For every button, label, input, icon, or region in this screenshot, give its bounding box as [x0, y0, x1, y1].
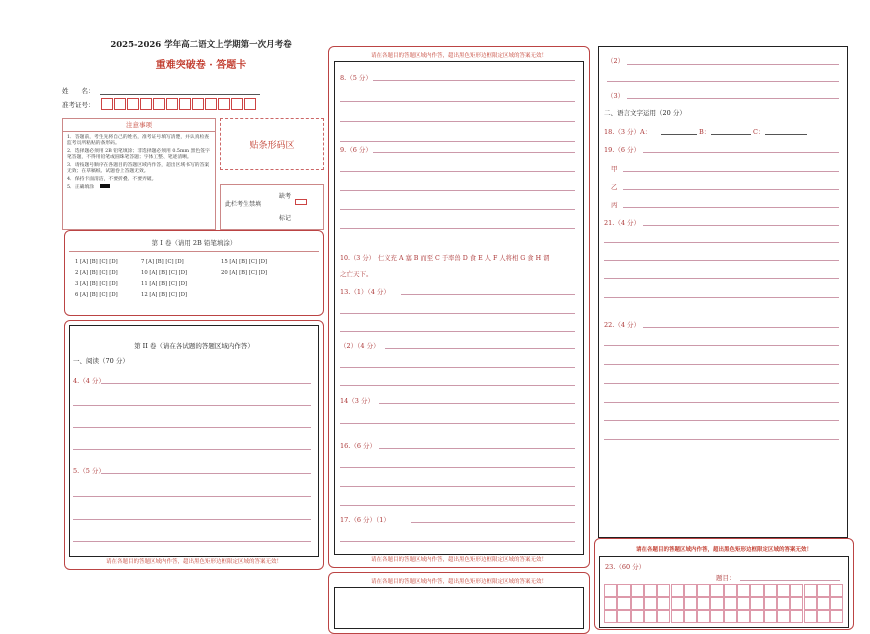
question-4-label: 4.（4 分）: [73, 377, 105, 385]
section2-title: 第 II 卷（请在各试题的答题区域内作答）: [134, 342, 254, 350]
grid-cell[interactable]: [684, 597, 697, 610]
absent-note: 此栏考生禁填: [225, 201, 262, 208]
answer-line[interactable]: [373, 152, 575, 153]
grid-cell[interactable]: [804, 610, 817, 623]
grid-cell[interactable]: [710, 610, 723, 623]
answer-line[interactable]: [340, 385, 575, 386]
mc-row[interactable]: 6 [A] [B] [C] [D]: [75, 292, 118, 298]
question-8-label: 8.（5 分）: [340, 74, 372, 82]
question-5-label: 5.（5 分）: [73, 467, 105, 475]
grid-cell[interactable]: [697, 584, 710, 597]
essay-writing-grid[interactable]: [604, 584, 844, 624]
question-18-label: 18.（3 分）A：: [604, 128, 652, 136]
boundary-warning: 请在各题目的答题区域内作答，超出黑色矩形边框限定区域的答案无效！: [370, 557, 547, 563]
exam-title: 2025-2026 学年高二语文上学期第一次月考卷: [110, 40, 292, 50]
question-16-label: 16.（6 分）: [340, 442, 377, 450]
grid-cell[interactable]: [644, 584, 657, 597]
answer-line[interactable]: [340, 190, 575, 191]
answer-line[interactable]: [643, 327, 839, 328]
language-heading: 二、语言文字运用（20 分）: [604, 109, 686, 117]
grid-cell[interactable]: [830, 610, 843, 623]
middle-frame: [334, 61, 584, 555]
grid-cell[interactable]: [684, 584, 697, 597]
grid-cell[interactable]: [830, 597, 843, 610]
question-10-text: 10.（3 分） 仁义充 A 塞 B 而至 C 于率兽 D 食 E 人 F 人将相 G 食 H 谓: [340, 255, 550, 262]
answer-line[interactable]: [73, 519, 311, 520]
mc-row[interactable]: 20 [A] [B] [C] [D]: [221, 270, 268, 276]
grid-cell[interactable]: [817, 597, 830, 610]
next-frame: [334, 587, 584, 629]
notice-item: 4．保持卡面清洁，不要折叠、不要弄破。: [67, 176, 157, 182]
absent-mark-box[interactable]: [295, 199, 307, 205]
answer-line[interactable]: [607, 81, 839, 82]
absent-label: 缺考: [279, 193, 292, 200]
answer-line[interactable]: [340, 505, 575, 506]
answer-line[interactable]: [340, 313, 575, 314]
absent-box: [220, 184, 324, 230]
answer-line[interactable]: [623, 189, 839, 190]
answer-line[interactable]: [604, 420, 839, 421]
answer-line[interactable]: [340, 541, 575, 542]
boundary-warning: 请在各题目的答题区域内作答，超出黑色矩形边框限定区域的答案无效！: [105, 559, 282, 565]
grid-cell[interactable]: [764, 597, 777, 610]
grid-cell[interactable]: [697, 597, 710, 610]
answer-line[interactable]: [73, 405, 311, 406]
answer-line[interactable]: [379, 448, 575, 449]
grid-cell[interactable]: [671, 597, 684, 610]
id-number-field[interactable]: [101, 98, 261, 110]
answer-line[interactable]: [604, 383, 839, 384]
grid-cell[interactable]: [617, 597, 630, 610]
grid-cell[interactable]: [777, 610, 790, 623]
notice-item: 3．请按题号顺序在各题目的答题区域内作答，超出区域书写的答案无效；在草稿纸、试题卷上答题无效。: [67, 162, 210, 175]
answer-line[interactable]: [340, 331, 575, 332]
question-18-c-label: C：: [753, 128, 765, 136]
id-label: 准考证号：: [62, 101, 95, 109]
question-9-label: 9.（6 分）: [340, 146, 372, 154]
grid-cell[interactable]: [697, 610, 710, 623]
grid-cell[interactable]: [671, 610, 684, 623]
answer-line[interactable]: [643, 225, 839, 226]
mc-row[interactable]: 7 [A] [B] [C] [D]: [141, 259, 184, 265]
answer-line[interactable]: [340, 228, 575, 229]
answer-c-field[interactable]: [765, 134, 807, 135]
grid-cell[interactable]: [631, 610, 644, 623]
mc-row[interactable]: 2 [A] [B] [C] [D]: [75, 270, 118, 276]
grid-cell[interactable]: [804, 584, 817, 597]
bing-label: 丙: [611, 201, 618, 209]
question-23-label: 23.（60 分）: [605, 563, 646, 571]
grid-cell[interactable]: [604, 597, 617, 610]
part-2-label: （2）: [607, 57, 625, 65]
question-13-1-label: 13.（1）（4 分）: [340, 288, 390, 296]
answer-sheet-subtitle: 重难突破卷 · 答题卡: [155, 60, 247, 71]
answer-line[interactable]: [340, 486, 575, 487]
answer-line[interactable]: [604, 260, 839, 261]
essay-box: [594, 538, 854, 630]
answer-b-field[interactable]: [711, 134, 751, 135]
question-18-b-label: B：: [699, 128, 711, 136]
notice-item: 1．答题前，考生先将自己的姓名，准考证号填写清楚，并认真检查监考员所粘贴的条形码。: [67, 135, 210, 147]
grid-cell[interactable]: [830, 584, 843, 597]
answer-line[interactable]: [101, 473, 311, 474]
answer-line[interactable]: [340, 423, 575, 424]
grid-cell[interactable]: [790, 597, 803, 610]
answer-line[interactable]: [623, 171, 839, 172]
absent-mark-label: 标记: [279, 215, 292, 222]
notice-title: 注意事项: [63, 119, 215, 132]
answer-line[interactable]: [411, 522, 575, 523]
grid-cell[interactable]: [737, 584, 750, 597]
boundary-warning: 请在各题目的答题区域内作答，超出黑色矩形边框限定区域的答案无效！: [370, 53, 547, 59]
mc-row[interactable]: 11 [A] [B] [C] [D]: [141, 281, 188, 287]
grid-cell[interactable]: [764, 584, 777, 597]
grid-cell[interactable]: [671, 584, 684, 597]
next-answer-box: [328, 572, 590, 634]
answer-line[interactable]: [604, 402, 839, 403]
notice-item: 2．选择题必须用 2B 铅笔填涂；非选择题必须用 0.5mm 黑色签字笔答题，不得用铅笔或圆珠笔答题；字体工整、笔迹清晰。: [67, 148, 210, 161]
mc-row[interactable]: 10 [A] [B] [C] [D]: [141, 270, 188, 276]
question-21-label: 21.（4 分）: [604, 219, 641, 227]
grid-cell[interactable]: [617, 584, 630, 597]
question-13-2-label: （2）（4 分）: [340, 342, 380, 350]
grid-cell[interactable]: [790, 584, 803, 597]
essay-topic-field[interactable]: [740, 580, 840, 581]
notice-item: 5．正确填涂: [67, 184, 211, 191]
grid-cell[interactable]: [604, 610, 617, 623]
question-10-text-cont: 之亡天下。: [340, 270, 373, 278]
mc-row[interactable]: 3 [A] [B] [C] [D]: [75, 281, 118, 287]
answer-line[interactable]: [643, 152, 839, 153]
notice-box: [62, 118, 216, 230]
section1-title: 第 I 卷（请用 2B 铅笔填涂）: [151, 239, 237, 247]
grid-cell[interactable]: [710, 597, 723, 610]
answer-line[interactable]: [385, 348, 575, 349]
answer-line[interactable]: [340, 101, 575, 102]
answer-line[interactable]: [623, 207, 839, 208]
yi-label: 乙: [611, 183, 618, 191]
answer-line[interactable]: [340, 209, 575, 210]
name-label: 姓 名：: [62, 87, 95, 95]
answer-line[interactable]: [627, 98, 839, 99]
grid-cell[interactable]: [817, 610, 830, 623]
answer-line[interactable]: [604, 345, 839, 346]
grid-cell[interactable]: [657, 597, 670, 610]
boundary-warning: 请在各题目的答题区域内作答，超出黑色矩形边框限定区域的答案无效！: [635, 547, 812, 553]
grid-cell[interactable]: [604, 584, 617, 597]
answer-line[interactable]: [73, 496, 311, 497]
answer-line[interactable]: [604, 297, 839, 298]
answer-line[interactable]: [340, 467, 575, 468]
grid-cell[interactable]: [657, 610, 670, 623]
question-14-label: 14（3 分）: [340, 397, 374, 405]
grid-cell[interactable]: [790, 610, 803, 623]
mc-row[interactable]: 12 [A] [B] [C] [D]: [141, 292, 188, 298]
answer-line[interactable]: [73, 449, 311, 450]
grid-cell[interactable]: [817, 584, 830, 597]
grid-cell[interactable]: [764, 610, 777, 623]
grid-cell[interactable]: [750, 610, 763, 623]
grid-cell[interactable]: [710, 584, 723, 597]
grid-cell[interactable]: [777, 597, 790, 610]
grid-cell[interactable]: [631, 584, 644, 597]
part-3-label: （3）: [607, 92, 625, 100]
grid-cell[interactable]: [724, 597, 737, 610]
barcode-area: [220, 118, 324, 170]
answer-line[interactable]: [379, 403, 575, 404]
grid-cell[interactable]: [684, 610, 697, 623]
grid-cell[interactable]: [724, 584, 737, 597]
essay-topic-label: 题目：: [716, 574, 736, 582]
answer-line[interactable]: [604, 278, 839, 279]
filled-mark-sample: [100, 184, 110, 188]
answer-line[interactable]: [373, 80, 575, 81]
answer-line[interactable]: [340, 121, 575, 122]
reading-heading: 一、阅读（70 分）: [73, 357, 129, 365]
grid-cell[interactable]: [644, 597, 657, 610]
answer-line[interactable]: [73, 427, 311, 428]
grid-cell[interactable]: [750, 584, 763, 597]
answer-a-field[interactable]: [661, 134, 697, 135]
name-field[interactable]: [100, 94, 260, 95]
grid-cell[interactable]: [804, 597, 817, 610]
answer-line[interactable]: [401, 294, 575, 295]
middle-answer-box: [328, 46, 590, 568]
grid-cell[interactable]: [750, 597, 763, 610]
answer-line[interactable]: [340, 367, 575, 368]
grid-cell[interactable]: [777, 584, 790, 597]
grid-cell[interactable]: [657, 584, 670, 597]
barcode-label: 贴条形码区: [249, 140, 295, 151]
question-19-label: 19.（6 分）: [604, 146, 641, 154]
question-17-label: 17.（6 分）（1）: [340, 516, 390, 524]
section2-box: [64, 320, 324, 570]
answer-line[interactable]: [627, 64, 839, 65]
answer-line[interactable]: [604, 364, 839, 365]
essay-frame: [599, 556, 849, 628]
grid-cell[interactable]: [631, 597, 644, 610]
right-frame: [598, 46, 848, 538]
mc-row[interactable]: 15 [A] [B] [C] [D]: [221, 259, 268, 265]
answer-line[interactable]: [340, 141, 575, 142]
grid-cell[interactable]: [724, 610, 737, 623]
mc-row[interactable]: 1 [A] [B] [C] [D]: [75, 259, 118, 265]
boundary-warning: 请在各题目的答题区域内作答，超出黑色矩形边框限定区域的答案无效！: [370, 579, 547, 585]
answer-line[interactable]: [340, 171, 575, 172]
section1-box: [64, 230, 324, 316]
grid-cell[interactable]: [617, 610, 630, 623]
answer-line[interactable]: [604, 439, 839, 440]
answer-line[interactable]: [73, 541, 311, 542]
jia-label: 甲: [611, 165, 618, 173]
grid-cell[interactable]: [737, 597, 750, 610]
question-22-label: 22.（4 分）: [604, 321, 641, 329]
grid-cell[interactable]: [644, 610, 657, 623]
answer-line[interactable]: [101, 383, 311, 384]
grid-cell[interactable]: [737, 610, 750, 623]
answer-line[interactable]: [604, 242, 839, 243]
